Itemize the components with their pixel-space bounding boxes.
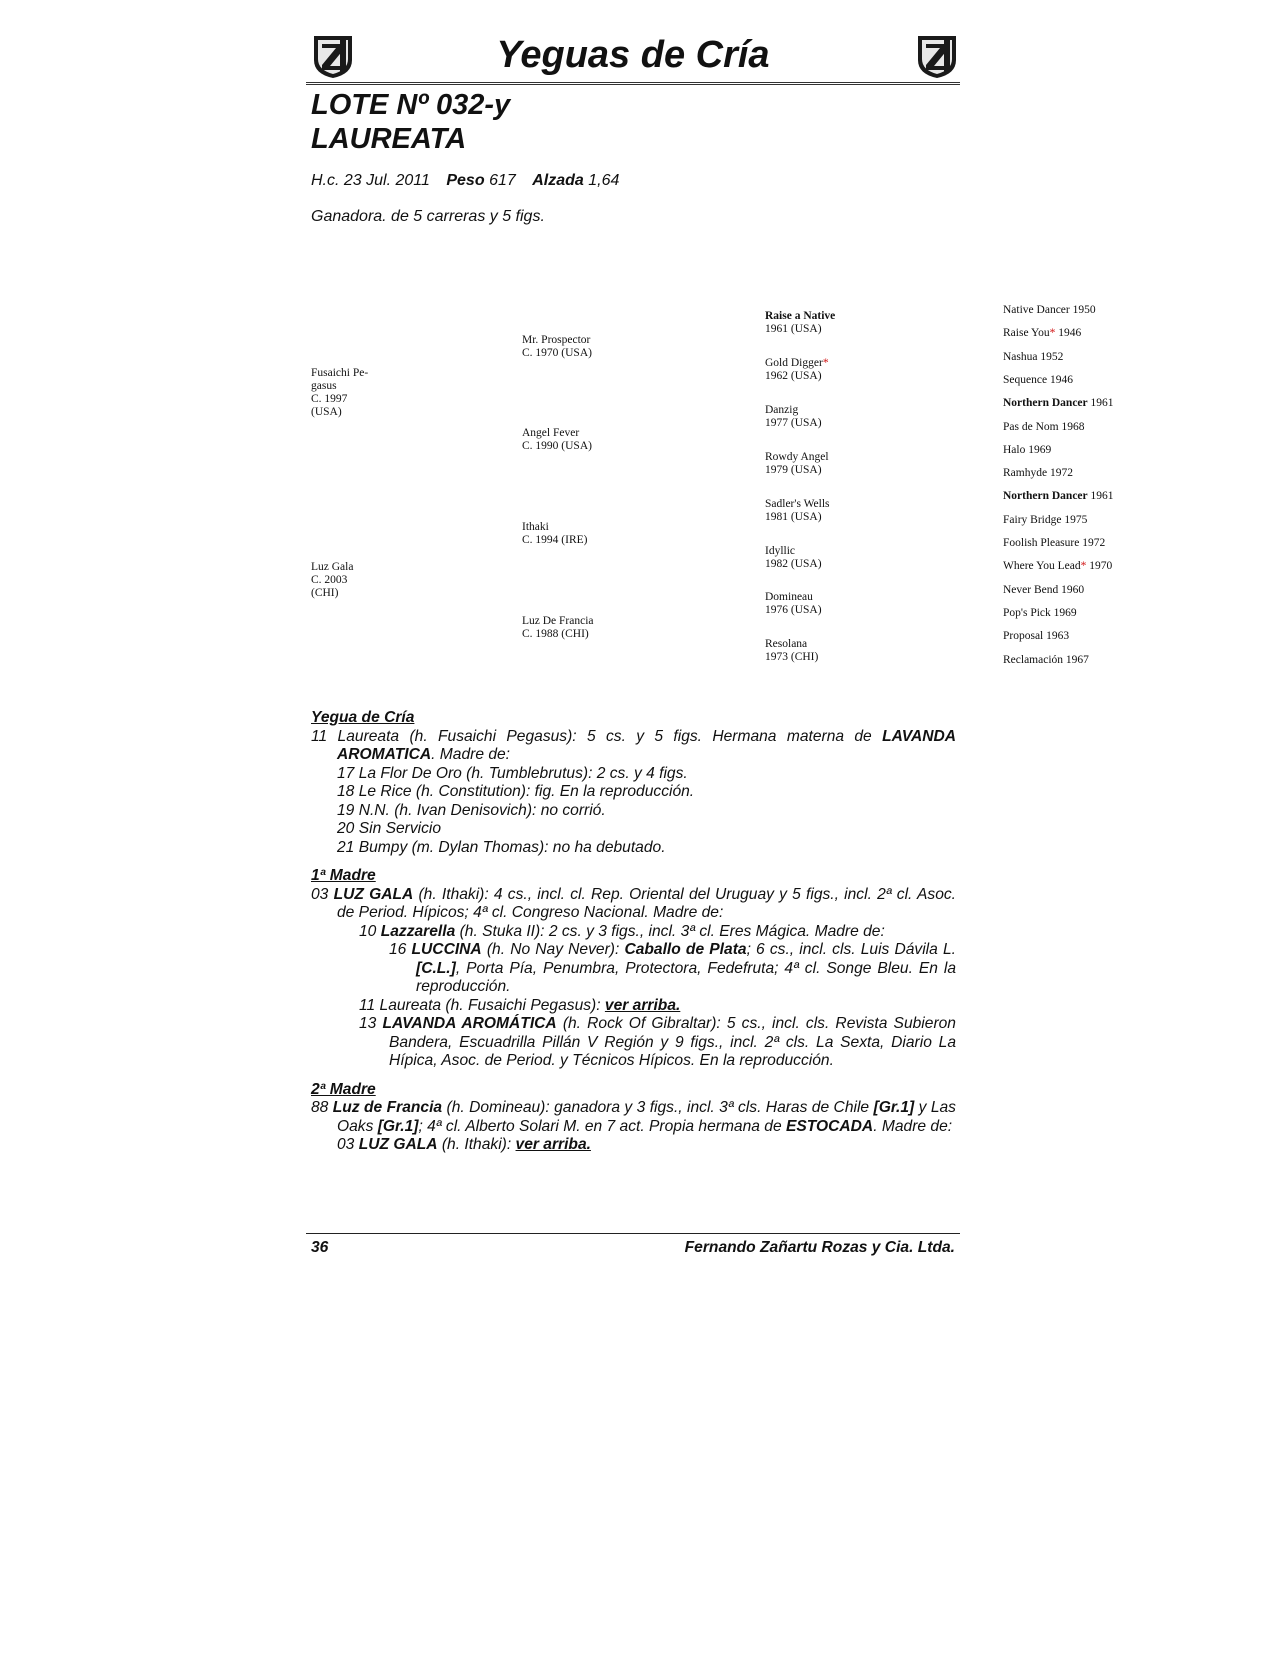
foal-entry: 11 Laureata (h. Fusaichi Pegasus): ver arriba. [359,996,681,1014]
pedigree-gen4-10: Fairy Bridge 1975 [1003,514,1088,526]
pedigree-gen3-1: Raise a Native 1961 (USA) [765,310,836,335]
pedigree-gen3-8: Resolana 1973 (CHI) [765,638,819,663]
zr-logo-icon [914,32,960,80]
section-heading-yegua: Yegua de Cría [311,709,415,726]
pedigree-gen3-5: Sadler's Wells 1981 (USA) [765,498,830,523]
pedigree-gen4-9: Northern Dancer 1961 [1003,490,1114,502]
pedigree-gen4-3: Nashua 1952 [1003,351,1064,363]
header-divider [306,82,960,85]
foal-entry: 17 La Flor De Oro (h. Tumblebrutus): 2 cs. y 4 figs. [337,764,688,782]
foal-entry: 10 Lazzarella (h. Stuka II): 2 cs. y 3 figs., incl. 3ª cl. Eres Mágica. Madre de: [359,922,885,940]
pedigree-gen2-3: Ithaki C. 1994 (IRE) [522,521,588,546]
foal-entry: 18 Le Rice (h. Constitution): fig. En la reproducción. [337,783,695,800]
pedigree-gen4-2: Raise You* 1946 [1003,327,1082,339]
lot-number: LOTE Nº 032-y [311,89,511,121]
lot-meta [311,172,619,190]
foal-entry: 19 N.N. (h. Ivan Denisovich): no corrió. [337,801,606,819]
pedigree-gen4-7: Halo 1969 [1003,444,1052,456]
height-label: Alzada [532,172,584,189]
born-label: H.c. [311,172,340,189]
ver-arriba-ref: ver arriba. [604,996,681,1014]
pedigree-gen4-8: Ramhyde 1972 [1003,467,1073,479]
weight-value: 617 [489,172,516,189]
lot-summary: Ganadora. de 5 carreras y 5 figs. [311,208,545,225]
entry-main: 03 LUZ GALA (h. Ithaki): 4 cs., incl. cl. Rep. Oriental del Uruguay y 5 figs., incl. 2ª cl. Asoc. de Period. Hípicos; 4ª cl. Congreso Nacional. Madre de: [311,885,956,921]
pedigree-gen4-12: Where You Lead* 1970 [1003,560,1113,572]
pedigree-gen4-1: Native Dancer 1950 [1003,304,1096,316]
pedigree-gen4-15: Proposal 1963 [1003,630,1070,642]
pedigree-gen3-6: Idyllic 1982 (USA) [765,545,822,570]
pedigree-gen2-1: Mr. Prospector C. 1970 (USA) [522,334,592,359]
pedigree-gen4-4: Sequence 1946 [1003,374,1073,386]
born-value: 23 Jul. 2011 [343,172,430,189]
page-header [306,30,960,86]
section-heading-madre1: 1ª Madre [311,867,376,884]
pedigree-sire: Fusaichi Pe- gasus C. 1997 (USA) [311,367,369,418]
section-heading-madre2: 2ª Madre [311,1080,376,1098]
grandfoal-entry: 16 LUCCINA (h. No Nay Never): Caballo de Plata; 6 cs., incl. cls. Luis Dávila L. [C.L.], Porta Pía, Penumbra, Protectora, Fedefruta; 4ª cl. Songe Bleu. En la reproducción. [389,941,956,995]
weight-label: Peso [446,172,485,189]
lot-title [311,88,510,156]
pedigree-dam: Luz Gala C. 2003 (CHI) [311,561,354,599]
pedigree-gen4-14: Pop's Pick 1969 [1003,607,1077,619]
pedigree-gen2-2: Angel Fever C. 1990 (USA) [522,427,592,452]
pedigree-gen3-3: Danzig 1977 (USA) [765,404,822,429]
footer-company: Fernando Zañartu Rozas y Cia. Ltda. [684,1239,955,1256]
foal-entry: 21 Bumpy (m. Dylan Thomas): no ha debutado. [337,838,666,856]
pedigree-gen4-11: Foolish Pleasure 1972 [1003,537,1106,549]
produce-record [311,709,956,1155]
footer-divider [306,1233,960,1234]
entry-main: 11 Laureata (h. Fusaichi Pegasus): 5 cs. y 5 figs. Hermana materna de LAVANDA AROMATICA. Madre de: [311,727,956,763]
ver-arriba-ref: ver arriba. [515,1136,591,1153]
foal-entry: 03 LUZ GALA (h. Ithaki): ver arriba. [337,1136,591,1153]
lot-horse-name: LAUREATA [311,123,467,155]
header-title: Yeguas de Cría [496,34,770,76]
pedigree-gen4-13: Never Bend 1960 [1003,584,1085,596]
pedigree-gen4-16: Reclamación 1967 [1003,654,1089,666]
pedigree-gen4-6: Pas de Nom 1968 [1003,421,1085,433]
pedigree-gen2-4: Luz De Francia C. 1988 (CHI) [522,615,594,640]
pedigree-gen3-4: Rowdy Angel 1979 (USA) [765,451,829,476]
height-value: 1,64 [588,172,620,189]
pedigree-gen3-7: Domineau 1976 (USA) [765,591,822,616]
page-number: 36 [311,1239,329,1256]
pedigree-gen3-2: Gold Digger* 1962 (USA) [765,357,829,382]
pedigree-gen4-5: Northern Dancer 1961 [1003,397,1114,409]
foal-entry: 20 Sin Servicio [337,820,442,837]
foal-entry: 13 LAVANDA AROMÁTICA (h. Rock Of Gibraltar): 5 cs., incl. cls. Revista Subieron Bandera, Escuadrilla Pillán V Región y 9 figs., incl. 2ª cls. La Sexta, Diario La Hípica, Asoc. de Period. y Técnicos Hípicos. En la reproducción. [359,1015,956,1069]
entry-main: 88 Luz de Francia (h. Domineau): ganadora y 3 figs., incl. 3ª cls. Haras de Chile [Gr.1] y Las Oaks [Gr.1]; 4ª cl. Alberto Solari M. en 7 act. Propia hermana de ESTOCADA. Madre de: [311,1099,956,1135]
